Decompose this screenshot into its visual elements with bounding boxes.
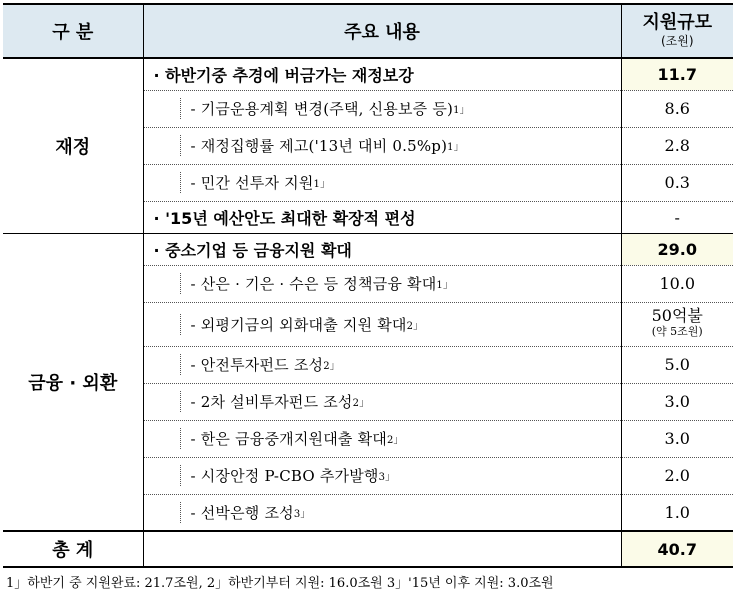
sub-item: - 산은 · 기은 · 수은 등 정책금융 확대 1」 bbox=[180, 273, 621, 294]
total-amount: 40.7 bbox=[621, 531, 733, 567]
main-amount: 29.0 bbox=[621, 233, 733, 265]
total-label: 총 계 bbox=[3, 531, 143, 567]
sub-amount: 5.0 bbox=[621, 346, 733, 383]
total-row bbox=[3, 531, 733, 567]
sub-item: - 안전투자펀드 조성 2」 bbox=[180, 354, 621, 375]
sub-amount: 2.0 bbox=[621, 457, 733, 494]
header-amount-unit: (조원) bbox=[660, 34, 694, 48]
sub-amount: 3.0 bbox=[621, 420, 733, 457]
sub-item: - 재정집행률 제고('13년 대비 0.5%p) 1」 bbox=[180, 135, 621, 156]
header-amount bbox=[621, 4, 733, 58]
sub-amount: 50억불 (약 5조원) bbox=[621, 302, 733, 346]
main-item: · 중소기업 등 금융지원 확대 bbox=[143, 233, 621, 265]
sub-amount-note: (약 5조원) bbox=[651, 325, 703, 338]
sub-item: - 선박은행 조성 3」 bbox=[180, 502, 621, 523]
section-category: 재정 bbox=[3, 58, 143, 233]
sub-item: - 외평기금의 외화대출 지원 확대 2」 bbox=[180, 314, 621, 335]
main-item: · 하반기중 추경에 버금가는 재정보강 bbox=[153, 65, 414, 85]
main-amount: 11.7 bbox=[621, 58, 733, 90]
main-amount: - bbox=[621, 201, 733, 233]
sub-item: - 2차 설비투자펀드 조성 2」 bbox=[180, 391, 621, 412]
sub-amount: 8.6 bbox=[621, 90, 733, 127]
table-row bbox=[3, 58, 733, 90]
table-header bbox=[3, 4, 733, 58]
section-category: 금융 · 외환 bbox=[3, 233, 143, 531]
footnote: 1」하반기 중 지원완료: 21.7조원, 2」하반기부터 지원: 16.0조원 3」'15년 이후 지원: 3.0조원 bbox=[6, 576, 554, 591]
sub-amount: 3.0 bbox=[621, 383, 733, 420]
sub-amount: 2.8 bbox=[621, 127, 733, 164]
sub-item: - 시장안정 P-CBO 추가발행 3」 bbox=[180, 465, 621, 486]
header-content: 주요 내용 bbox=[143, 4, 621, 58]
header-amount-label: 지원규모 bbox=[642, 12, 713, 33]
sub-item: - 기금운용계획 변경(주택, 신용보증 등) 1」 bbox=[180, 98, 621, 119]
support-table bbox=[3, 3, 733, 568]
sub-item: - 민간 선투자 지원 1」 bbox=[180, 172, 621, 193]
header-category: 구 분 bbox=[3, 4, 143, 58]
sub-amount: 1.0 bbox=[621, 494, 733, 531]
sub-item: - 한은 금융중개지원대출 확대 2」 bbox=[180, 428, 621, 449]
table-row bbox=[3, 233, 733, 265]
sub-amount: 0.3 bbox=[621, 164, 733, 201]
sub-amount: 10.0 bbox=[621, 265, 733, 302]
main-item: · '15년 예산안도 최대한 확장적 편성 bbox=[143, 201, 621, 233]
